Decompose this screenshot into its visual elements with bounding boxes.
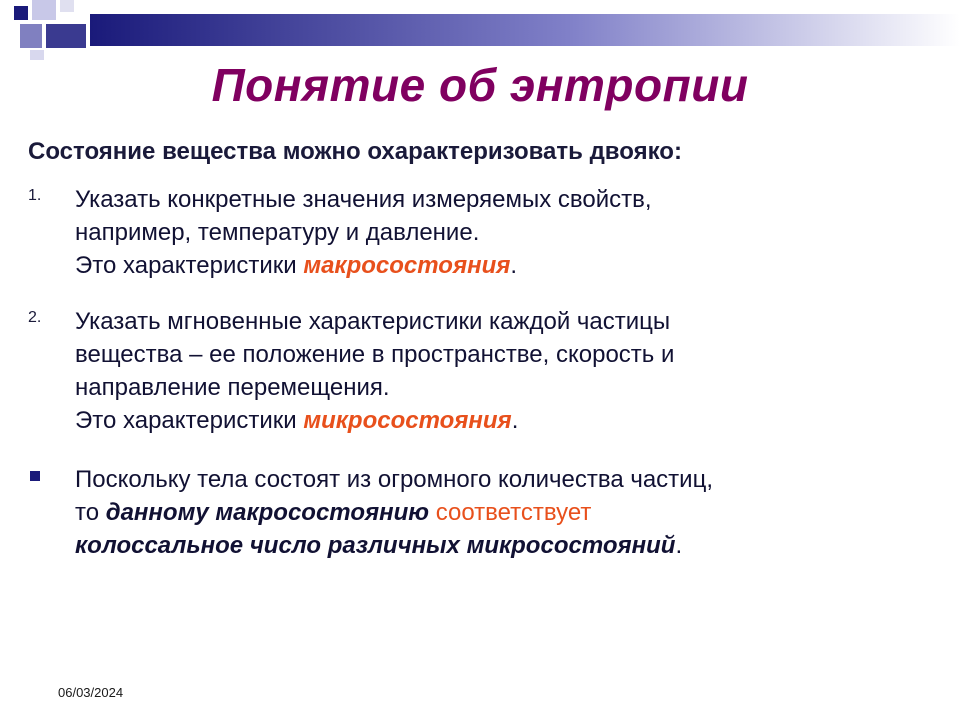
note-prefix: Это характеристики [75,407,304,434]
item-line: Указать мгновенные характеристики каждой частицы [75,308,671,335]
line-prefix: то [75,499,106,526]
list-item [28,183,938,282]
item-note [75,404,938,437]
intro-text: Состояние вещества можно охарактеризовать двояко: [28,138,682,165]
footer-date: 06/03/2024 [58,685,124,700]
deco-square [14,6,28,20]
emph-microstates: колоссальное число различных микросостояний [75,532,676,559]
list-marker: 2. [28,309,42,326]
term-microstate: микросостояния [303,407,512,434]
term-macrostate: макросостояния [303,252,511,279]
list-item [28,463,938,562]
header-decoration [0,0,960,60]
item-note [75,249,938,282]
slide-title: Понятие об энтропии [211,59,749,111]
list-item [28,305,938,437]
item-line: например, температуру и давление. [75,219,480,246]
item-line: вещества – ее положение в пространстве, скорость и [75,341,675,368]
deco-square [60,0,74,12]
deco-square [20,24,42,48]
note-prefix: Это характеристики [75,252,304,279]
header-gradient-bar [90,14,960,46]
note-suffix: . [511,407,519,434]
note-suffix: . [510,252,518,279]
accent-corresponds: соответствует [429,499,592,526]
item-line: Указать конкретные значения измеряемых свойств, [75,186,652,213]
line-suffix: . [675,532,683,559]
deco-square [46,24,86,48]
emph-macrostate: данному макросостоянию [105,499,430,526]
item-line: Поскольку тела состоят из огромного количества частиц, [75,466,713,493]
deco-square [32,0,56,20]
item-line: направление перемещения. [75,374,390,401]
item-line [75,529,938,562]
item-line [75,496,938,529]
list-marker: 1. [28,187,42,204]
square-bullet-icon [30,471,40,481]
